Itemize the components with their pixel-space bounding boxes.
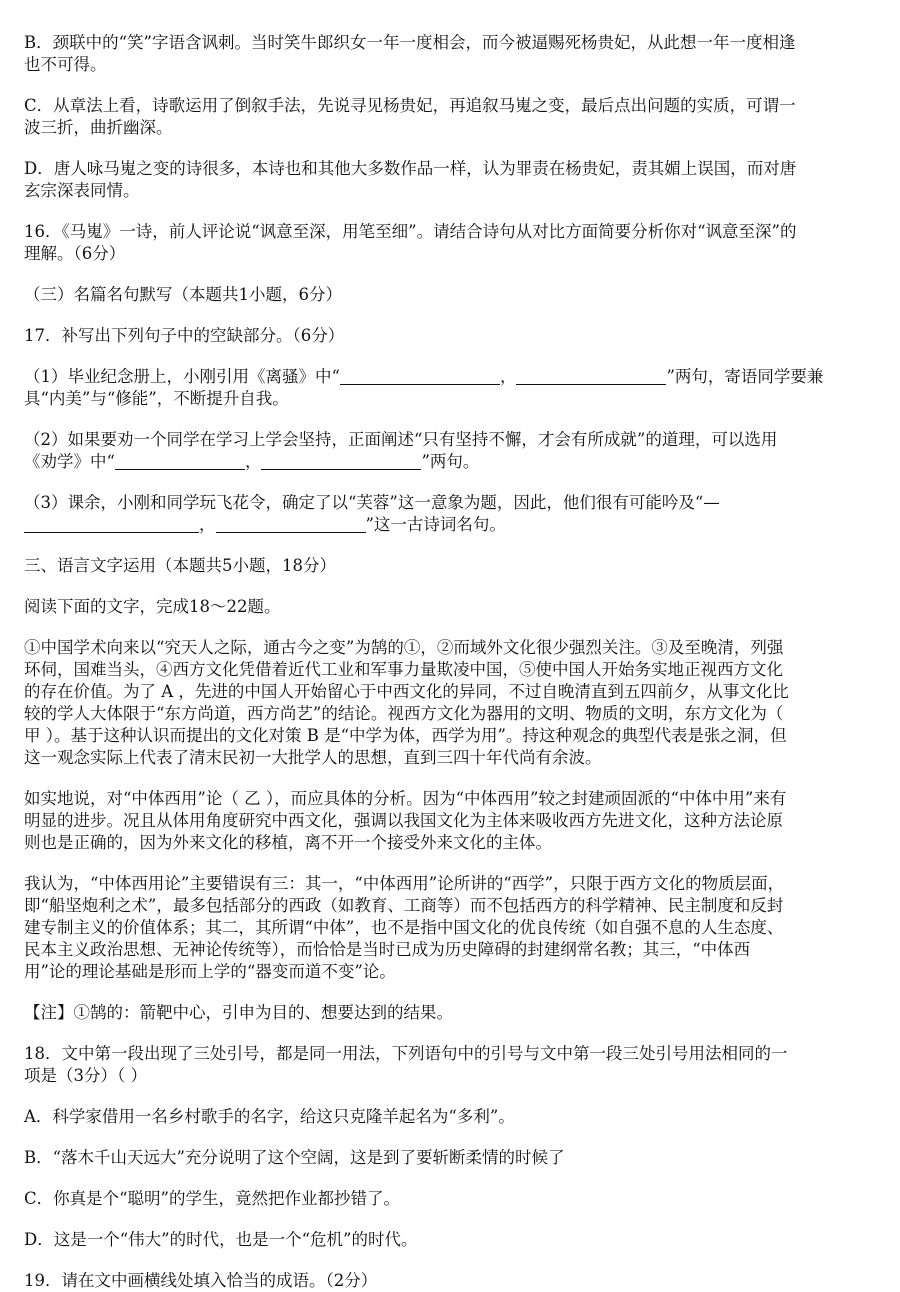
text-line: 较的学人大体限于“东方尚道，西方尚艺”的结论。视西方文化为器用的文明、物质的文明，东方文化为（ [24,704,784,723]
section-title: 三、语言文字运用（本题共5小题，18分） [24,556,336,575]
text-line: 明显的进步。况且从体用角度研究中西文化，强调以我国文化为主体来吸收西方先进文化，这种方法论原 [24,811,783,830]
prompt-text: （1）毕业纪念册上，小刚引用《离骚》中“ [24,367,340,386]
part-heading-language-use [24,555,874,577]
answer-blank[interactable] [216,514,366,533]
text-line: 玄宗深表同情。 [24,181,140,200]
answer-blank[interactable] [115,451,245,470]
text-line: ①中国学术向来以“究天人之际，通古今之变”为鹄的①，②而域外文化很少强烈关注。③及至晚清，列强 [24,638,784,657]
text-line: 我认为，“中体西用论”主要错误有三：其一，“中体西用”论所讲的“西学”，只限于西方文化的物质层面， [24,874,785,893]
q15-option-d [24,158,874,202]
question-title: 17．补写出下列句子中的空缺部分。（6分） [24,326,345,345]
text-line: 建专制主义的价值体系；其二，其所谓“中体”，也不是指中国文化的优良传统（如自强不息的人生态度、 [24,918,784,937]
separator-text: ， [499,367,517,386]
answer-blank[interactable] [261,451,421,470]
footnote [24,1002,874,1024]
answer-blank[interactable] [516,366,666,385]
q17-item-3 [24,492,874,536]
prompt-text: ”两句。 [421,452,480,471]
text-line [24,451,874,473]
text-line: 即“船坚炮利之术”，最多包括部分的西政（如教育、工商等）而不包括西方的科学精神、民主制度和反封 [24,896,784,915]
text-line: 具“内美”与“修能”，不断提升自我。 [24,389,289,408]
text-line [24,366,874,388]
text-line: D．唐人咏马嵬之变的诗很多，本诗也和其他大多数作品一样，认为罪责在杨贵妃，责其媚上误国，而对唐 [24,159,797,178]
q18-option-c [24,1188,874,1210]
text-line: 这一观念实际上代表了清末民初一大批学人的思想，直到三四十年代尚有余波。 [24,748,602,767]
text-line: 如实地说，对“中体西用”论（ 乙 ），而应具体的分析。因为“中体西用”较之封建顽固派的“中体中用”来有 [24,789,787,808]
separator-text: ， [244,452,262,471]
text-line: C．从章法上看，诗歌运用了倒叙手法，先说寻见杨贵妃，再追叙马嵬之变，最后点出问题的实质，可谓一 [24,96,796,115]
text-line: B．颈联中的“笑”字语含讽刺。当时笑牛郎织女一年一度相会，而今被逼赐死杨贵妃，从此想一年一度相逢 [24,33,796,52]
text-line: 项是（3分）（ ） [24,1066,147,1085]
text-line: 也不可得。 [24,55,107,74]
q15-option-c [24,95,874,139]
q18-option-b [24,1147,874,1169]
question-17 [24,325,874,347]
text-line: 用”论的理论基础是形而上学的“器变而道不变”论。 [24,962,396,981]
prompt-text: ”两句，寄语同学要兼 [666,367,824,386]
separator-text: ， [199,515,216,534]
section-heading-dictation [24,284,874,306]
text-line: 环伺，国难当头，④西方文化凭借着近代工业和军事力量欺凌中国，⑤使中国人开始务实地正视西方文化 [24,660,783,679]
answer-blank[interactable] [24,514,199,533]
option-text: C．你真是个“聪明”的学生，竟然把作业都抄错了。 [24,1189,400,1208]
question-16 [24,221,874,265]
text-line: 民本主义政治思想、无神论传统等），而恰恰是当时已成为历史障碍的封建纲常名教；其三，“中体西 [24,940,751,959]
question-18 [24,1043,874,1087]
q17-item-2 [24,429,874,473]
q17-item-1 [24,366,874,410]
prompt-text: ”这一古诗词名句。 [365,515,506,534]
option-text: A．科学家借用一名乡村歌手的名字，给这只克隆羊起名为“多利”。 [24,1107,515,1126]
passage-paragraph-2 [24,788,874,854]
text-line: 18．文中第一段出现了三处引号，都是同一用法，下列语句中的引号与文中第一段三处引号用法相同的一 [24,1044,788,1063]
text-line: 则也是正确的，因为外来文化的移植，离不开一个接受外来文化的主体。 [24,833,552,852]
text-line [24,514,874,536]
section-title: （三）名篇名句默写（本题共1小题，6分） [24,285,342,304]
passage-paragraph-3 [24,873,874,983]
q18-option-d [24,1229,874,1251]
text-line: （3）课余，小刚和同学玩飞花令，确定了以“芙蓉”这一意象为题，因此，他们很有可能吟及“— [24,493,720,512]
q15-option-b [24,32,874,76]
instruction-text: 阅读下面的文字，完成18～22题。 [24,597,281,616]
note-text: 【注】①鹄的：箭靶中心，引申为目的、想要达到的结果。 [24,1003,453,1022]
answer-blank[interactable] [340,366,500,385]
text-line: 16．《马嵬》一诗，前人评论说“讽意至深，用笔至细”。请结合诗句从对比方面简要分析你对“讽意至深”的 [24,222,797,241]
text-line: 波三折，曲折幽深。 [24,118,173,137]
prompt-text: 《劝学》中“ [24,452,115,471]
question-title: 19．请在文中画横线处填入恰当的成语。（2分） [24,1271,378,1290]
option-text: B．“落木千山天远大”充分说明了这个空阔，这是到了要斩断柔情的时候了 [24,1148,565,1167]
reading-instruction [24,596,874,618]
text-line: （2）如果要劝一个同学在学习上学会坚持，正面阐述“只有坚持不懈，才会有所成就”的道理，可以选用 [24,430,778,449]
question-19 [24,1270,874,1292]
passage-paragraph-1 [24,637,874,769]
option-text: D．这是一个“伟大”的时代，也是一个“危机”的时代。 [24,1230,418,1249]
text-line: 甲 ）。基于这种认识而提出的文化对策 B 是“中学为体，西学为用”。持这种观念的典型代表是张之洞，但 [24,726,787,745]
text-line: 理解。（6分） [24,244,126,263]
text-line: 的存在价值。为了 A ，先进的中国人开始留心于中西文化的异同，不过自晚清直到五四前夕，从事文化比 [24,682,789,701]
q18-option-a [24,1106,874,1128]
